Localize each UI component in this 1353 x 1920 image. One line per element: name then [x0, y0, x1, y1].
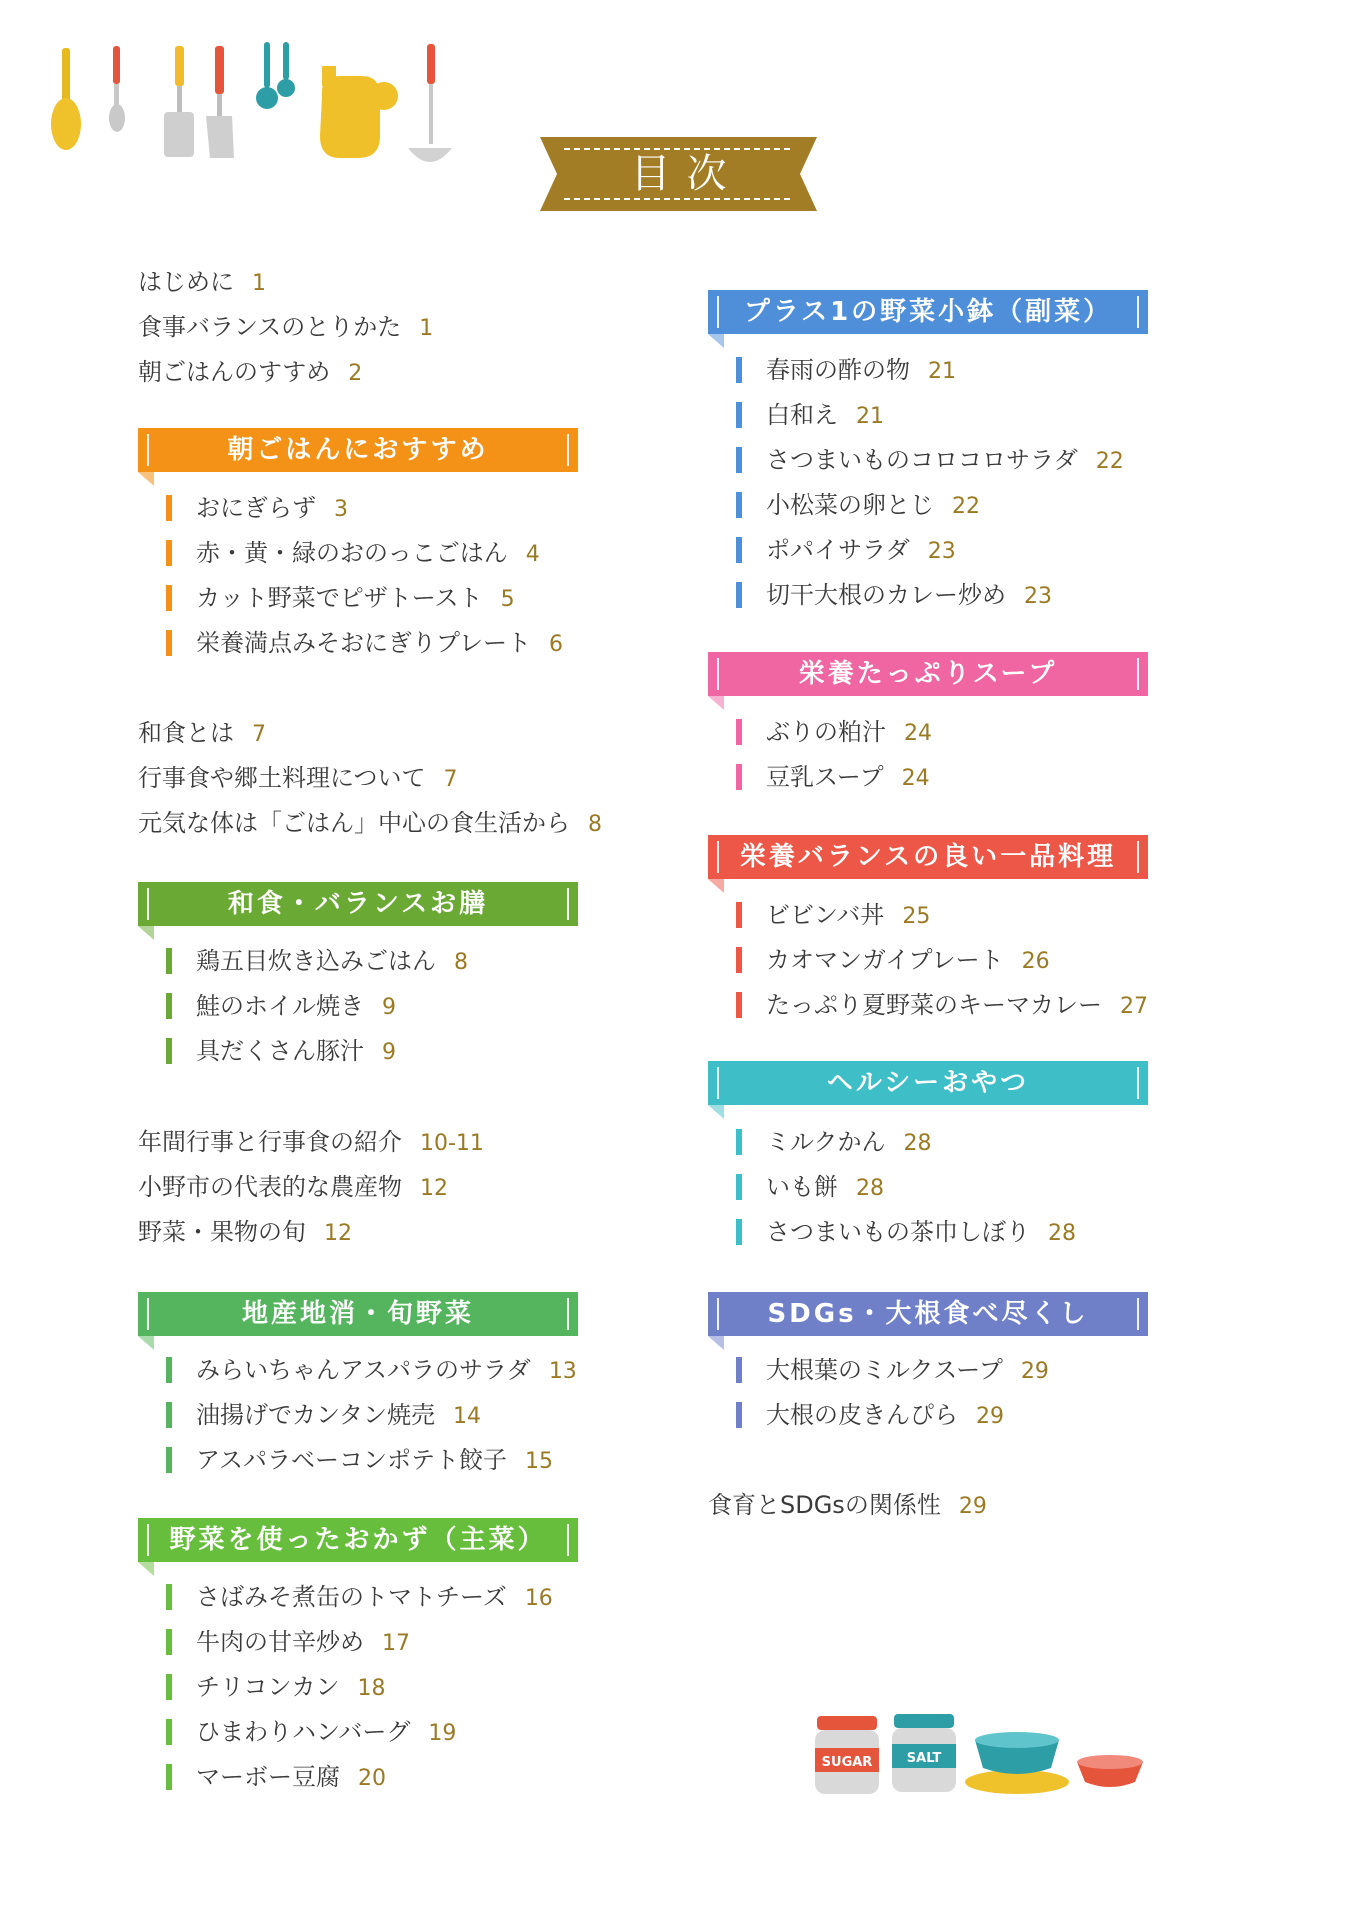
toc-item[interactable]: 大根葉のミルクスープ 29 — [736, 1355, 1049, 1385]
toc-item[interactable]: いも餅 28 — [736, 1172, 884, 1202]
section-header-snack: ヘルシーおやつ — [708, 1061, 1148, 1105]
toc-item[interactable]: みらいちゃんアスパラのサラダ 13 — [166, 1355, 577, 1385]
measuring-spoon-icon — [256, 42, 295, 109]
toc-line[interactable]: 行事食や郷土料理について 7 — [138, 764, 458, 792]
toc-item[interactable]: おにぎらず 3 — [166, 493, 348, 523]
toc-item[interactable]: チリコンカン 18 — [166, 1672, 386, 1702]
page-title: 目次 — [630, 151, 743, 197]
oven-mitt-icon — [320, 66, 398, 158]
toc-item[interactable]: 小松菜の卵とじ 22 — [736, 490, 980, 520]
title-banner — [540, 137, 817, 211]
toc-item[interactable]: 白和え 21 — [736, 400, 884, 430]
toc-item[interactable]: 油揚げでカンタン焼売 14 — [166, 1400, 481, 1430]
toc-line[interactable]: 小野市の代表的な農産物 12 — [138, 1173, 448, 1201]
bowl-icon — [965, 1732, 1069, 1794]
svg-text:SALT: SALT — [906, 1751, 942, 1766]
toc-line[interactable]: 和食とは 7 — [138, 719, 266, 747]
section-header-soup: 栄養たっぷりスープ — [708, 652, 1148, 696]
section-header-washoku: 和食・バランスお膳 — [138, 882, 578, 926]
section-header-main: 野菜を使ったおかず（主菜） — [138, 1518, 578, 1562]
toc-item[interactable]: さつまいもの茶巾しぼり 28 — [736, 1217, 1076, 1247]
toc-item[interactable]: 牛肉の甘辛炒め 17 — [166, 1627, 410, 1657]
toc-item[interactable]: マーボー豆腐 20 — [166, 1762, 386, 1792]
toc-line[interactable]: 年間行事と行事食の紹介 10-11 — [138, 1128, 484, 1156]
toc-item[interactable]: ミルクかん 28 — [736, 1127, 932, 1157]
section-header-breakfast: 朝ごはんにおすすめ — [138, 428, 578, 472]
toc-item[interactable]: 鶏五目炊き込みごはん 8 — [166, 946, 468, 976]
kitchenware-illustration — [815, 1710, 1155, 1810]
toc-line[interactable]: 食事バランスのとりかた 1 — [138, 313, 434, 341]
toc-item[interactable]: カット野菜でピザトースト 5 — [166, 583, 515, 613]
toc-item[interactable]: 春雨の酢の物 21 — [736, 355, 956, 385]
sugar-jar-icon — [815, 1716, 879, 1794]
toc-line[interactable]: 朝ごはんのすすめ 2 — [138, 358, 363, 386]
whisk-spoon-icon — [51, 48, 81, 150]
toc-line[interactable]: はじめに 1 — [138, 268, 266, 296]
toc-item[interactable]: ポパイサラダ 23 — [736, 535, 956, 565]
section-header-side: プラス1の野菜小鉢（副菜） — [708, 290, 1148, 334]
toc-line[interactable]: 野菜・果物の旬 12 — [138, 1218, 352, 1246]
toc-item[interactable]: 豆乳スープ 24 — [736, 762, 930, 792]
toc-item[interactable]: ぶりの粕汁 24 — [736, 717, 932, 747]
toc-item[interactable]: 切干大根のカレー炒め 23 — [736, 580, 1052, 610]
toc-item[interactable]: アスパラベーコンポテト餃子 15 — [166, 1445, 553, 1475]
toc-item[interactable]: カオマンガイプレート 26 — [736, 945, 1050, 975]
section-header-onedish: 栄養バランスの良い一品料理 — [708, 835, 1148, 879]
toc-line[interactable]: 食育とSDGsの関係性 29 — [708, 1491, 987, 1519]
spatula-icon — [164, 46, 194, 157]
salt-jar-icon — [892, 1714, 956, 1792]
toc-item[interactable]: さばみそ煮缶のトマトチーズ 16 — [166, 1582, 553, 1612]
toc-item[interactable]: ひまわりハンバーグ 19 — [166, 1717, 456, 1747]
toc-item[interactable]: たっぷり夏野菜のキーマカレー 27 — [736, 990, 1148, 1020]
toc-item[interactable]: 鮭のホイル焼き 9 — [166, 991, 396, 1021]
section-header-local: 地産地消・旬野菜 — [138, 1292, 578, 1336]
toc-line[interactable]: 元気な体は「ごはん」中心の食生活から 8 — [138, 809, 602, 837]
ladle-icon — [408, 44, 452, 162]
toc-item[interactable]: 大根の皮きんぴら 29 — [736, 1400, 1004, 1430]
toc-item[interactable]: 具だくさん豚汁 9 — [166, 1036, 396, 1066]
section-header-sdgs: SDGs・大根食べ尽くし — [708, 1292, 1148, 1336]
toc-item[interactable]: ビビンバ丼 25 — [736, 900, 930, 930]
plate-icon — [1077, 1755, 1143, 1787]
kitchen-utensils-illustration — [40, 36, 460, 186]
svg-text:SUGAR: SUGAR — [821, 1755, 873, 1770]
toc-item[interactable]: さつまいものコロコロサラダ 22 — [736, 445, 1124, 475]
toc-item[interactable]: 赤・黄・緑のおのっこごはん 4 — [166, 538, 540, 568]
toc-item[interactable]: 栄養満点みそおにぎりプレート 6 — [166, 628, 563, 658]
